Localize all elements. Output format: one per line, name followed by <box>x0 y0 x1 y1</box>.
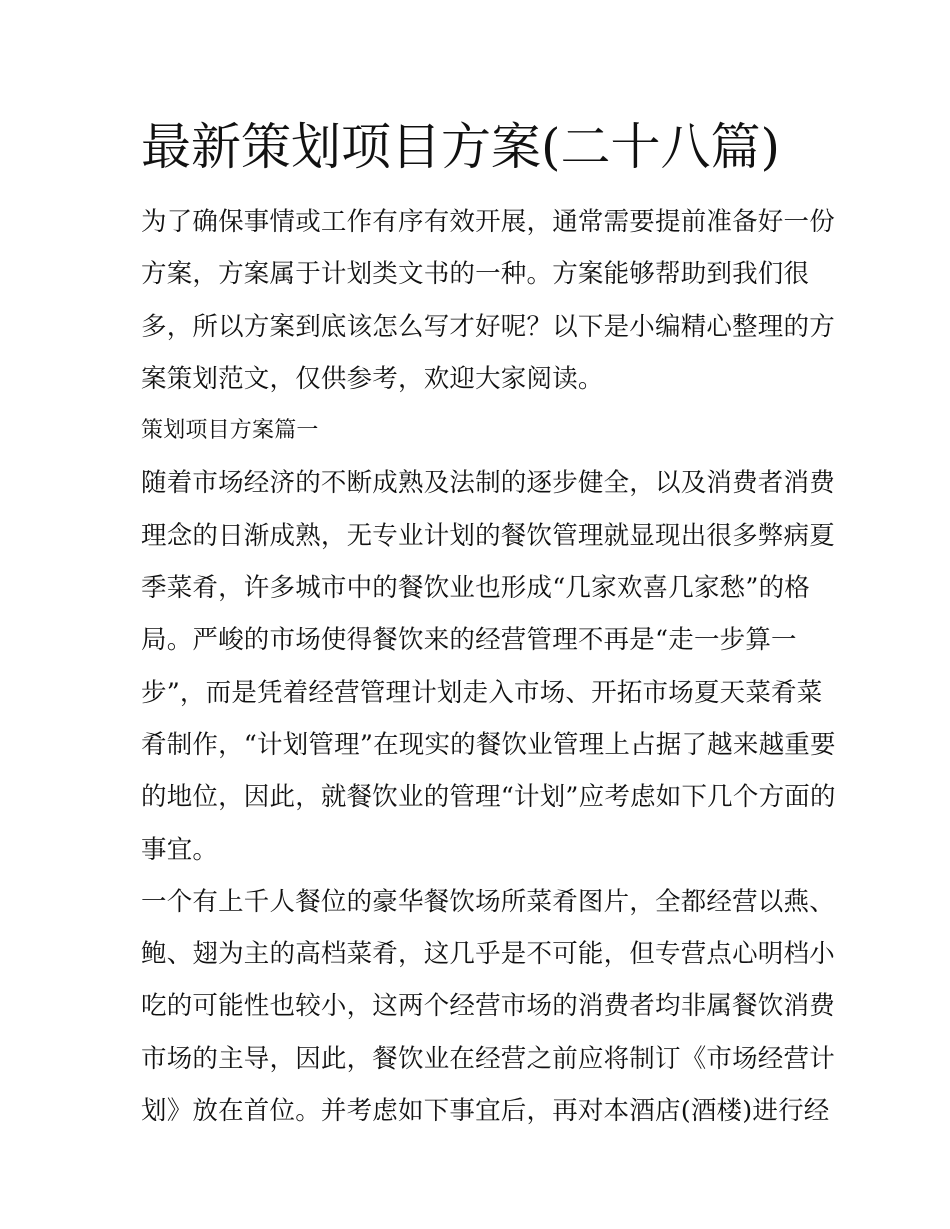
section-heading: 策划项目方案篇一 <box>141 418 319 444</box>
paragraph-line: 事宜。 <box>141 834 219 865</box>
paragraph-line: 肴制作，“计划管理”在现实的餐饮业管理上占据了越来越重要 <box>141 729 836 760</box>
paragraph-line: 理念的日渐成熟，无专业计划的餐饮管理就显现出很多弊病夏 <box>141 520 835 551</box>
paragraph-line: 局。严峻的市场使得餐饮来的经营管理不再是“走一步算一 <box>141 625 797 656</box>
paragraph-line: 市场的主导，因此，餐饮业在经营之前应将制订《市场经营计 <box>141 1043 835 1074</box>
paragraph-line: 随着市场经济的不断成熟及法制的逐步健全，以及消费者消费 <box>141 468 835 499</box>
paragraph-line: 多，所以方案到底该怎么写才好呢？以下是小编精心整理的方 <box>141 311 835 342</box>
paragraph-line: 为了确保事情或工作有序有效开展，通常需要提前准备好一份 <box>141 207 835 237</box>
document-body <box>141 196 836 1137</box>
document-title: 最新策划项目方案(二十八篇) <box>141 118 781 176</box>
paragraph-line: 案策划范文，仅供参考，欢迎大家阅读。 <box>141 363 604 394</box>
paragraph-line: 吃的可能性也较小，这两个经营市场的消费者均非属餐饮消费 <box>141 991 835 1022</box>
paragraph-line: 步”，而是凭着经营管理计划走入市场、开拓市场夏天菜肴菜 <box>141 677 823 708</box>
paragraph-line: 鲍、翅为主的高档菜肴，这几乎是不可能，但专营点心明档小 <box>141 939 835 970</box>
paragraph-line: 方案，方案属于计划类文书的一种。方案能够帮助到我们很 <box>141 259 810 290</box>
paragraph-line: 的地位，因此，就餐饮业的管理“计划”应考虑如下几个方面的 <box>141 782 836 813</box>
paragraph-line: 季菜肴，许多城市中的餐饮业也形成“几家欢喜几家愁”的格 <box>141 573 810 604</box>
paragraph-line: 划》放在首位。并考虑如下事宜后，再对本酒店(酒楼)进行经 <box>141 1096 830 1127</box>
paragraph-line: 一个有上千人餐位的豪华餐饮场所菜肴图片，全都经营以燕、 <box>141 886 835 917</box>
